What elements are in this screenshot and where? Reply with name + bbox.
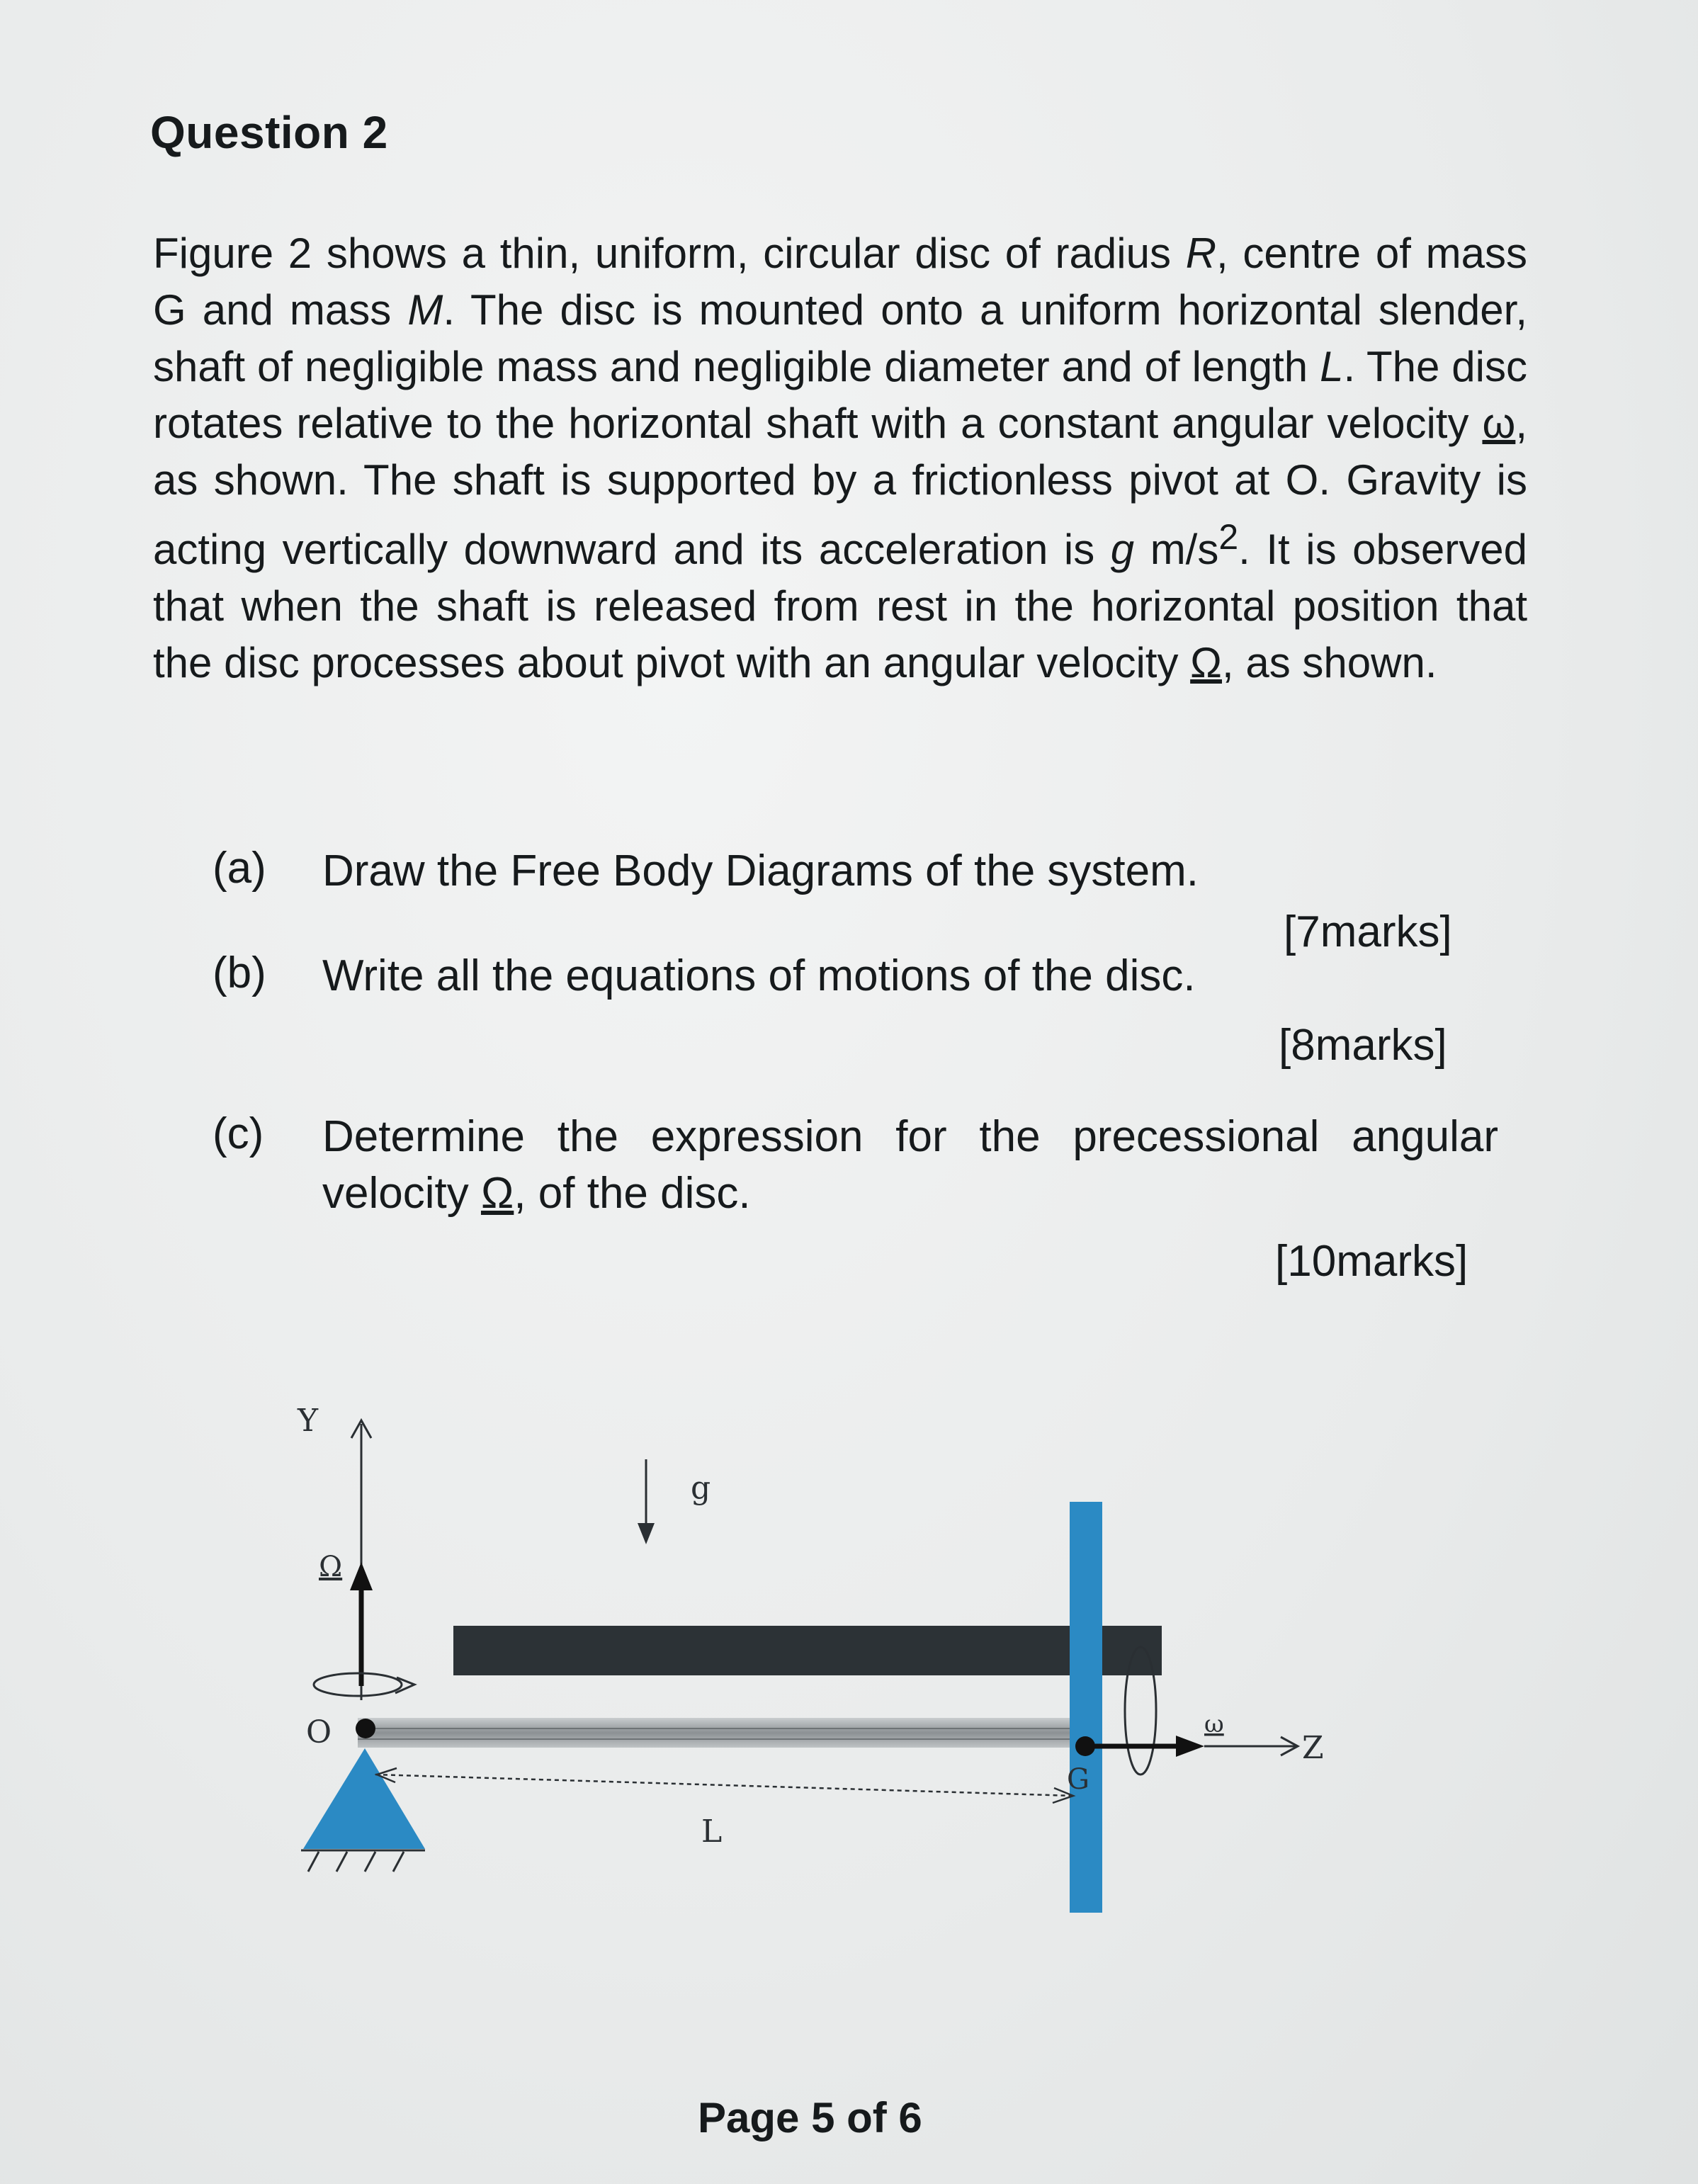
superscript-2: 2 xyxy=(1218,517,1239,557)
dark-bar xyxy=(453,1626,1162,1675)
hatch-1 xyxy=(308,1852,319,1872)
intro-text-2: . The disc is mounted onto a uniform horizontal slender, shaft of negligible mass and negligible diameter and of length xyxy=(153,286,1527,390)
label-Omega: Ω xyxy=(319,1551,343,1583)
disc xyxy=(1070,1502,1102,1913)
page-number: Page 5 of 6 xyxy=(698,2094,922,2141)
label-O: O xyxy=(306,1714,332,1750)
part-b-label: (b) xyxy=(213,949,266,997)
part-c-label: (c) xyxy=(213,1109,264,1158)
part-b-text: Write all the equations of motions of the disc. xyxy=(322,951,1196,1000)
omega-vector-arrowhead xyxy=(1176,1736,1204,1757)
length-dimension-line xyxy=(375,1775,1073,1796)
label-L: L xyxy=(701,1814,723,1850)
intro-text-7: . It is observed that when the shaft is released from rest in the horizontal position that the disc processes about pivot with an angular velocity xyxy=(153,526,1527,686)
shaft xyxy=(358,1718,1087,1748)
hatch-3 xyxy=(365,1852,375,1872)
intro-text-3: . The disc rotates relative to the horizontal shaft with a constant angular velocity xyxy=(153,343,1528,447)
symbol-g: g xyxy=(1110,526,1135,573)
part-c-marks: [10marks] xyxy=(1275,1237,1468,1286)
symbol-omega: ω xyxy=(1482,400,1516,447)
pivot-triangle xyxy=(303,1748,425,1849)
hatch-4 xyxy=(393,1852,404,1872)
part-b-marks: [8marks] xyxy=(1279,1021,1447,1070)
question-title: Question 2 xyxy=(150,107,388,158)
part-a-label: (a) xyxy=(213,844,266,893)
label-g: g xyxy=(691,1470,711,1506)
part-c-text-a: Determine the expression for the precessional angular velocity xyxy=(322,1112,1498,1218)
part-a-marks: [7marks] xyxy=(1284,907,1452,956)
symbol-R: R xyxy=(1185,230,1217,277)
symbol-M: M xyxy=(407,286,443,334)
omega-arrowhead xyxy=(350,1562,373,1590)
hatch-2 xyxy=(336,1852,347,1872)
intro-text-8: , as shown. xyxy=(1222,639,1437,686)
intro-text-5: . Gravity is acting vertically downward and its acceleration is xyxy=(153,456,1528,573)
intro-text-1b: , centre of mass G and mass xyxy=(153,230,1527,334)
pivot-point xyxy=(356,1719,375,1738)
label-Y: Y xyxy=(298,1403,319,1439)
label-G: G xyxy=(1067,1763,1089,1796)
label-Z: Z xyxy=(1302,1730,1324,1766)
precession-ellipse xyxy=(314,1673,402,1696)
symbol-Omega: Ω xyxy=(1190,639,1222,686)
intro-text-1: Figure 2 shows a thin, uniform, circular disc of radius xyxy=(153,230,1186,277)
intro-text-4: , as shown. The shaft is supported by a frictionless pivot at xyxy=(153,400,1527,504)
part-c-omega: Ω xyxy=(480,1169,514,1218)
symbol-L: L xyxy=(1320,343,1344,390)
part-c-text-b: , of the disc. xyxy=(514,1169,751,1218)
part-a-text: Draw the Free Body Diagrams of the system. xyxy=(322,847,1199,895)
label-omega: ω xyxy=(1204,1710,1224,1738)
gravity-arrowhead xyxy=(638,1523,655,1544)
intro-text-6: m/s xyxy=(1134,526,1219,573)
symbol-O: O xyxy=(1285,456,1319,504)
